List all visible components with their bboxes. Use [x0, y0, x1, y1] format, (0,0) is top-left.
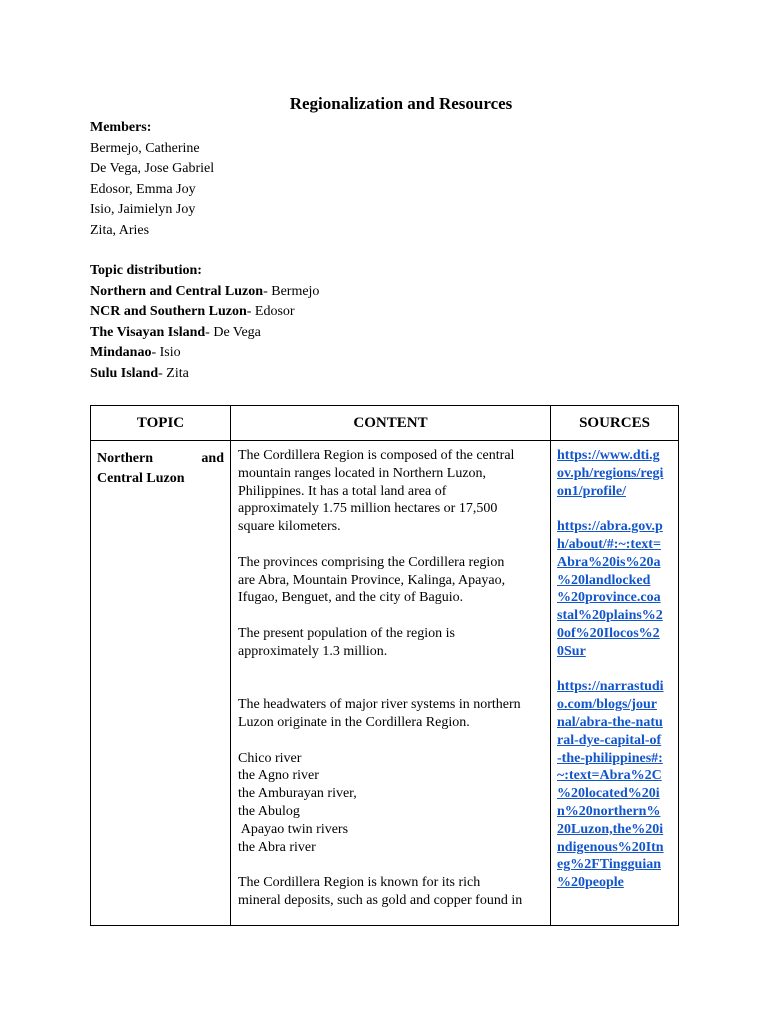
river-item: the Amburayan river, — [238, 786, 357, 802]
header-topic: TOPIC — [91, 406, 231, 441]
topic-cell — [91, 441, 231, 926]
topic-line: Central Luzon — [97, 471, 185, 486]
link-text: o.com/blogs/jour — [557, 697, 657, 713]
topic-assignment — [90, 302, 319, 323]
content-paragraph — [238, 554, 544, 607]
table-header-row — [91, 406, 679, 441]
content-line: approximately 1.3 million. — [238, 643, 388, 659]
source-link-abra-gov[interactable] — [557, 518, 674, 660]
topic-assignee: - Zita — [158, 365, 189, 381]
link-text: eg%2FTingguian — [557, 857, 661, 873]
link-text: %20people — [557, 875, 624, 891]
content-line: The present population of the region is — [238, 625, 455, 641]
link-text: https://abra.gov.p — [557, 519, 663, 535]
topic-line — [97, 449, 224, 469]
river-item: the Abra river — [238, 839, 316, 855]
topic-word: Northern — [97, 451, 153, 466]
topic-name: Sulu Island — [90, 365, 159, 381]
header-content: CONTENT — [231, 406, 551, 441]
spacer — [238, 678, 544, 696]
content-line: The Cordillera Region is composed of the central — [238, 448, 515, 463]
sources-cell — [551, 441, 679, 926]
topic-name: Northern and Central Luzon — [90, 283, 264, 299]
member-name: Isio, Jaimielyn Joy — [90, 202, 196, 217]
content-line: are Abra, Mountain Province, Kalinga, Apayao, — [238, 572, 506, 588]
link-text: ov.ph/regions/regi — [557, 465, 664, 481]
topic-assignment — [90, 364, 319, 385]
topic-assignee: - De Vega — [205, 324, 261, 340]
topic-assignment — [90, 282, 319, 303]
river-item: the Agno river — [238, 768, 319, 784]
content-cell — [231, 441, 550, 925]
content-line: square kilometers. — [238, 519, 341, 535]
link-text: n%20northern% — [557, 803, 661, 819]
link-text: nal/abra-the-natu — [557, 714, 663, 730]
link-text: https://narrastudi — [557, 679, 664, 695]
rivers-list — [238, 750, 544, 857]
source-link-dti[interactable] — [557, 447, 674, 500]
link-text: 20Luzon,the%20i — [557, 821, 664, 837]
source-link-narrastudio[interactable] — [557, 678, 674, 892]
content-line: mountain ranges located in Northern Luzon, — [238, 465, 487, 481]
topic-name: The Visayan Island — [90, 324, 206, 340]
topic-name: NCR and Southern Luzon — [90, 304, 247, 319]
link-text: ~:text=Abra%2C — [557, 768, 662, 784]
link-text: ndigenous%20Itn — [557, 839, 664, 855]
river-item: the Abulog — [238, 803, 300, 819]
topic-assignee: - Bermejo — [263, 283, 320, 299]
link-text: Abra%20is%20a — [557, 554, 661, 570]
link-text: ral-dye-capital-of — [557, 732, 662, 748]
content-paragraph — [238, 625, 544, 661]
topic-assignee: - Isio — [151, 345, 181, 360]
link-text: h/about/#:~:text= — [557, 536, 661, 552]
content-line: Ifugao, Benguet, and the city of Baguio. — [238, 590, 464, 606]
content-line: The Cordillera Region is known for its rich — [238, 875, 481, 891]
content-line: Luzon originate in the Cordillera Region. — [238, 714, 470, 730]
link-text: %20province.coa — [557, 590, 661, 606]
resources-table — [90, 405, 679, 926]
link-text: https://www.dti.g — [557, 448, 660, 463]
content-line: approximately 1.75 million hectares or 17,500 — [238, 501, 498, 517]
topic-name: Mindanao — [90, 345, 152, 360]
link-text: %20located%20i — [557, 786, 660, 802]
members-section — [90, 118, 214, 241]
content-paragraph — [238, 696, 544, 732]
link-text: stal%20plains%2 — [557, 608, 663, 624]
content-line: The headwaters of major river systems in northern — [238, 697, 521, 713]
topic-assignment — [90, 343, 319, 364]
member-name: Bermejo, Catherine — [90, 140, 200, 156]
link-text: 0Sur — [557, 643, 586, 659]
river-item: Apayao twin rivers — [238, 821, 349, 837]
link-text: %20landlocked — [557, 572, 651, 588]
member-name: Edosor, Emma Joy — [90, 181, 196, 197]
link-text: on1/profile/ — [557, 483, 626, 499]
content-line: mineral deposits, such as gold and copper found in — [238, 892, 523, 908]
link-text: 0of%20Ilocos%2 — [557, 625, 660, 641]
content-paragraph — [238, 447, 544, 536]
river-item: Chico river — [238, 750, 302, 766]
content-cell-wrapper — [231, 441, 551, 926]
table-row — [91, 441, 679, 926]
content-line: The provinces comprising the Cordillera region — [238, 554, 505, 570]
topic-distribution-heading: Topic distribution: — [90, 263, 202, 278]
topic-word: and — [201, 451, 224, 466]
member-name: De Vega, Jose Gabriel — [90, 161, 215, 176]
content-line: Philippines. It has a total land area of — [238, 483, 447, 499]
members-heading: Members: — [90, 120, 152, 135]
link-text: -the-philippines#: — [557, 750, 663, 766]
member-name: Zita, Aries — [90, 222, 150, 238]
document-title: Regionalization and Resources — [289, 94, 513, 113]
content-paragraph — [238, 874, 544, 910]
topic-assignee: - Edosor — [246, 304, 295, 319]
header-sources: SOURCES — [551, 406, 679, 441]
topic-assignment — [90, 323, 319, 344]
topic-distribution-section — [90, 261, 319, 384]
